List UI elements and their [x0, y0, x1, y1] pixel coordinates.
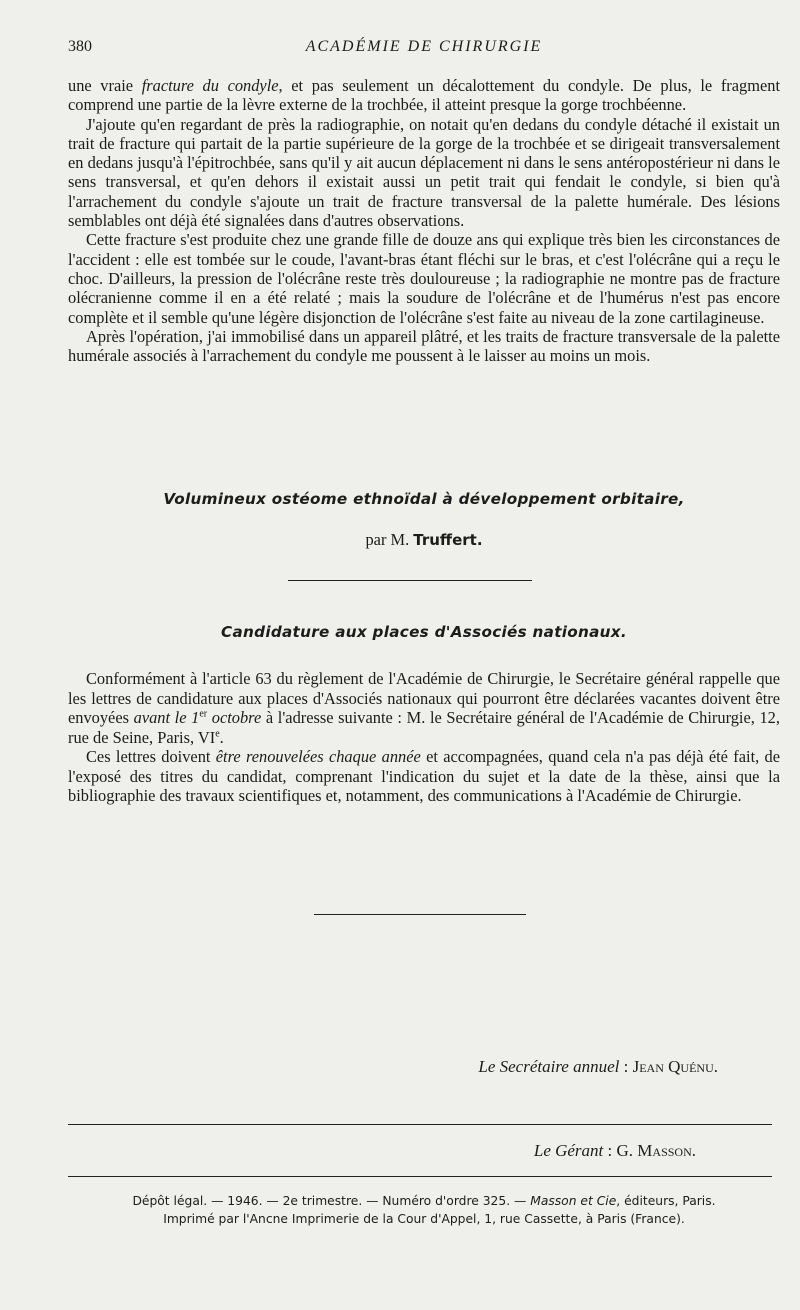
paragraph-3: Cette fracture s'est produite chez une grande fille de douze ans qui explique très bien les circonstances de l'accident : elle est tombée sur le coude, l'avant-bras étant fléchi sur le bras, et c'est l'olécrâne qui a reçu le choc. D'ailleurs, la pression de l'olécrâne reste très douloureuse ; la radiographie ne montre pas de fracture olécranienne comme il en a été relaté ; mais la soudure de l'olécrâne et de l'humérus n'est pas encore complète et il semble qu'une légère disjonction de l'olécrâne s'est faite au niveau de la zone cartilagineuse.: [68, 230, 780, 327]
separator-rule: [288, 580, 532, 581]
printer-line: Imprimé par l'Ancne Imprimerie de la Cour d'Appel, 1, rue Cassette, à Paris (France).: [163, 1212, 685, 1226]
footer-rule-bottom: [68, 1176, 772, 1177]
paragraph-1: une vraie fracture du condyle, et pas seulement un décalottement du condyle. De plus, le fragment comprend une partie de la lèvre externe de la trochbée, il atteint presque la gorge trochbéenne.: [68, 76, 781, 115]
gerant-line: Le Gérant : G. Masson.: [533, 1141, 696, 1160]
emphasis-fracture-du-condyle: fracture du condyle: [141, 76, 279, 95]
paragraph-2: J'ajoute qu'en regardant de près la radiographie, on notait qu'en dedans du condyle détaché il existait un trait de fracture qui partait de la partie supérieure de la gorge de la trochbée et se dirigeait transversalement en dedans jusqu'à l'épitrochbée, sans qu'il y ait aucun déplacement ni dans le sens antéropostérieur ni dans le sens transversal, et qu'en dehors il existait aussi un petit trait qui fendait le condyle, si bien qu'à l'arrachement du condyle s'ajoute un trait de fracture transversal de la palette humérale. Des lésions semblables ont déjà été signalées dans d'autres observations.: [68, 114, 780, 231]
secretary-signature: Le Secrétaire annuel : Jean Quénu.: [478, 1057, 718, 1076]
gerant-name: Masson.: [637, 1141, 696, 1160]
legal-deposit-line: Dépôt légal. — 1946. — 2e trimestre. — Numéro d'ordre 325. — Masson et Cie, éditeurs, Paris.: [132, 1194, 716, 1208]
secretary-name: Jean Quénu.: [632, 1057, 718, 1076]
candidature-paragraph-2: Ces lettres doivent être renouvelées chaque année et accompagnées, quand cela n'a pas déjà été fait, de l'exposé des titres du candidat, comprenant l'indication du sujet et la date de la thèse, ainsi que la bibliographie des travaux scientifiques et, notamment, des communications à l'Académie de Chirurgie.: [68, 747, 781, 805]
candidature-paragraph-1: Conformément à l'article 63 du règlement de l'Académie de Chirurgie, le Secrétaire général rappelle que les lettres de candidature aux places d'Associés nationaux qui pourront être déclarées vacantes doivent être envoyées avant le 1er octobre à l'adresse suivante : M. le Secrétaire général de l'Académie de Chirurgie, 12, rue de Seine, Paris, VIe.: [68, 669, 780, 747]
section-title-osteome: Volumineux ostéome ethnoïdal à développement orbitaire,: [163, 490, 685, 508]
footer-rule-top: [68, 1124, 772, 1125]
page-number: 380: [68, 38, 92, 55]
section-title-candidature: Candidature aux places d'Associés nationaux.: [221, 623, 627, 641]
author-name: Truffert.: [413, 531, 483, 549]
candidature-text: [68, 669, 780, 806]
running-title: ACADÉMIE DE CHIRURGIE: [305, 38, 543, 55]
article-continued-text: [68, 76, 780, 365]
byline: par M. Truffert.: [365, 530, 483, 549]
emphasis-renouvelees: être renouvelées chaque année: [215, 747, 421, 766]
paragraph-4: Après l'opération, j'ai immobilisé dans un appareil plâtré, et les traits de fracture transversale de la palette humérale associés à l'arrachement du condyle me poussent à le laisser au moins un mois.: [68, 326, 780, 366]
page-header: [68, 38, 780, 60]
separator-rule-2: [314, 914, 526, 915]
